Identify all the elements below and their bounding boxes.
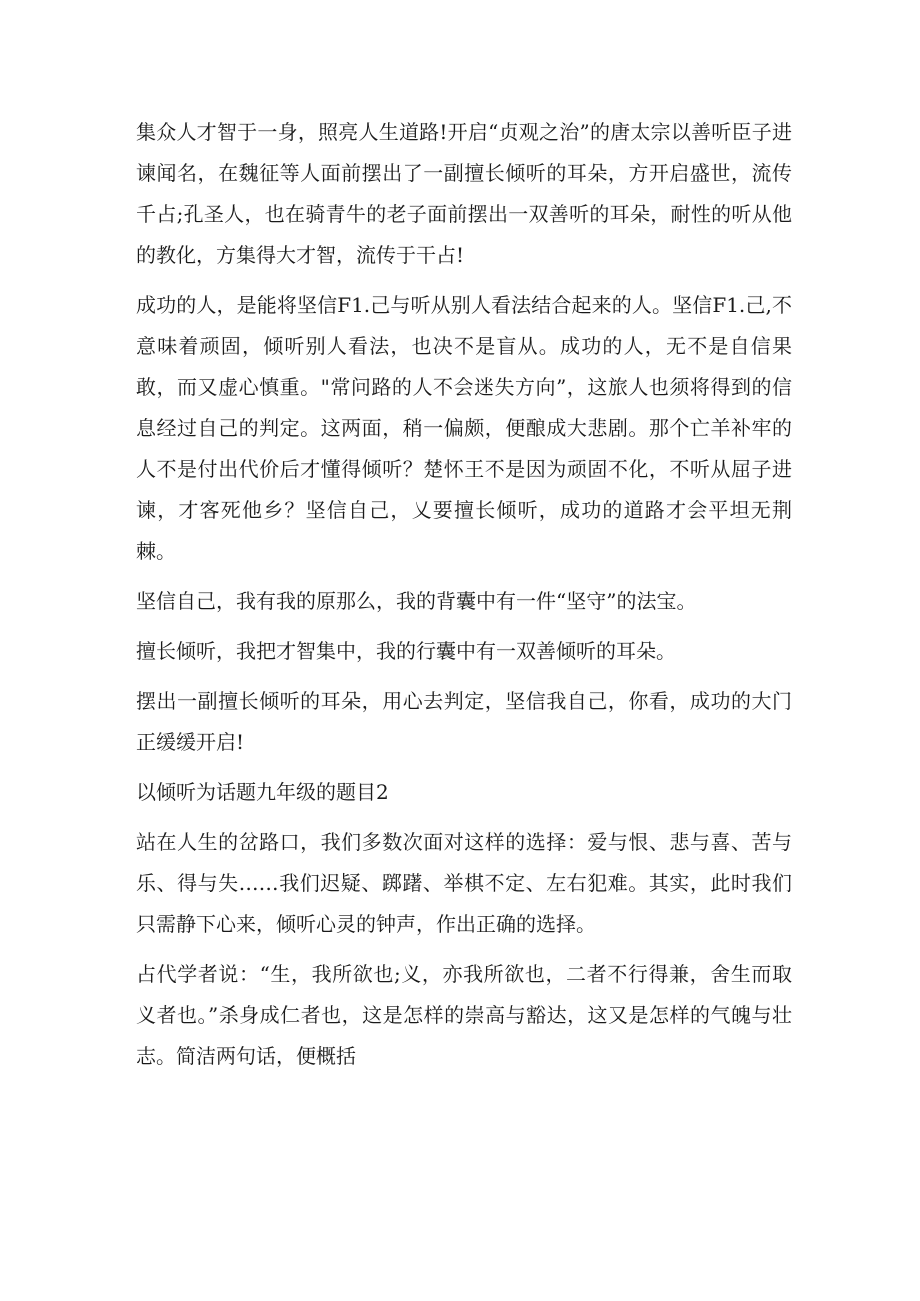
paragraph-4: 擅长倾听，我把才智集中，我的行囊中有一双善倾听的耳朵。 (136, 639, 676, 663)
paragraph-7: 占代学者说：“生，我所欲也;义，亦我所欲也，二者不行得兼，舍生而取义者也。”杀身成仁者也，这是怎样的崇高与豁达，这又是怎样的气魄与壮志。简洁两句话，便概括 (136, 962, 792, 1068)
paragraph-5: 摆出一副擅长倾听的耳朵，用心去判定，坚信我自己，你看，成功的大门正缓缓开启! (136, 689, 792, 754)
paragraph-1: 集众人才智于一身，照亮人生道路!开启“贞观之治”的唐太宗以善听臣子进谏闻名，在魏征等人面前摆出了一副擅长倾听的耳朵，方开启盛世，流传千占;孔圣人，也在骑青牛的老子面前摆出一双善听的耳朵，耐性的听从他的教化，方集得大才智，流传于干占! (136, 120, 792, 267)
paragraph-3: 坚信自己，我有我的原那么，我的背囊中有一件“坚守”的法宝。 (136, 589, 697, 613)
section-heading: 以倾听为话题九年级的题目2 (136, 780, 389, 804)
paragraph-6: 站在人生的岔路口，我们多数次面对这样的选择：爱与恨、悲与喜、苦与乐、得与失……我们迟疑、踯躇、举棋不定、左右犯难。其实，此时我们只需静下心来，倾听心灵的钟声，作出正确的选择。 (136, 830, 792, 936)
paragraph-2: 成功的人，是能将坚信F1.己与听从别人看法结合起来的人。坚信F1.己,不意味着顽固，倾听别人看法，也决不是盲从。成功的人，无不是自信果敢，而又虚心慎重。"常问路的人不会迷失方向”，这旅人也须将得到的信息经过自己的判定。这两面，稍一偏颇，便酿成大悲剧。那个亡羊补牢的人不是付出代价后才懂得倾听？楚怀王不是因为顽固不化，不听从屈子进谏，才客死他乡？坚信自己，乂要擅长倾听，成功的道路才会平坦无荆棘。 (136, 293, 792, 563)
document-body (136, 112, 792, 1086)
